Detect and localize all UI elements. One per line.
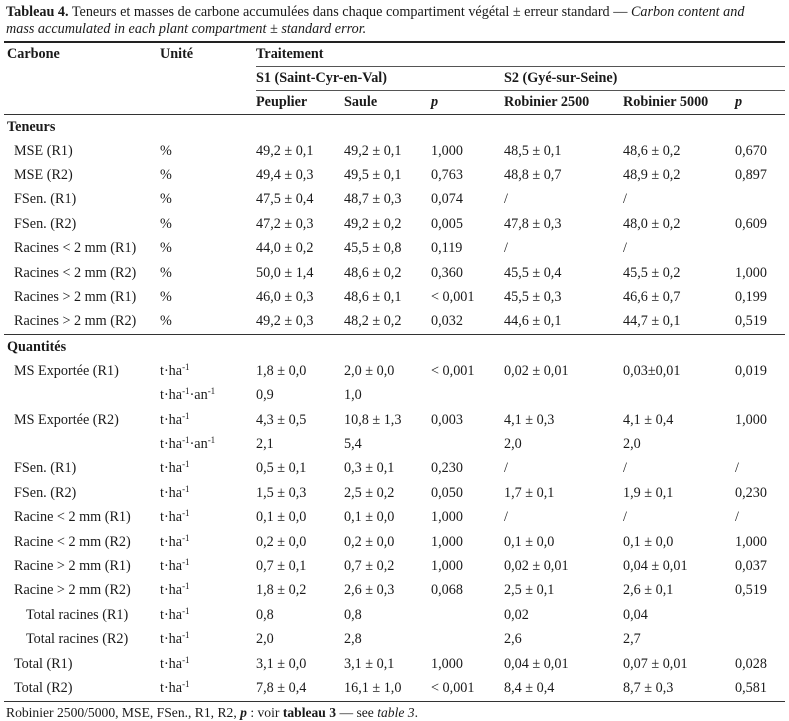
cell-robinier-5000: 2,7 xyxy=(623,631,641,648)
row-unit: $t\cdot ha^{-1}$ xyxy=(160,508,190,526)
cell-p-s1: 0,068 xyxy=(431,582,463,599)
cell-robinier-5000: / xyxy=(623,191,627,208)
cell-robinier-2500: 4,1 ± 0,3 xyxy=(504,411,555,428)
cell-peuplier: 0,5 ± 0,1 xyxy=(256,460,307,477)
cell-p-s1: 0,119 xyxy=(431,240,463,257)
table-row xyxy=(4,676,785,701)
cell-robinier-5000 xyxy=(623,384,735,408)
table-row xyxy=(4,139,785,163)
header-p-s1: p xyxy=(431,91,504,115)
cell-robinier-2500: 0,04 ± 0,01 xyxy=(504,655,569,672)
row-unit: $t\cdot ha^{-1}$ xyxy=(160,459,190,477)
table-row xyxy=(4,384,785,408)
cell-robinier-5000: / xyxy=(623,240,627,257)
cell-peuplier: 0,9 xyxy=(256,387,274,404)
row-label: Racines > 2 mm (R1) xyxy=(14,289,137,306)
cell-p-s2: 0,028 xyxy=(735,655,767,672)
table-row xyxy=(4,408,785,432)
table-row xyxy=(4,212,785,236)
row-label: Total (R1) xyxy=(14,655,73,672)
cell-robinier-2500: / xyxy=(504,509,508,526)
cell-p-s1: 1,000 xyxy=(431,655,463,672)
cell-robinier-2500: 0,1 ± 0,0 xyxy=(504,533,555,550)
section-teneurs-row xyxy=(4,115,785,140)
table-caption xyxy=(6,4,776,38)
cell-p-s2: / xyxy=(735,509,739,526)
cell-robinier-2500 xyxy=(504,384,623,408)
header-p-s2: p xyxy=(735,91,785,115)
cell-p-s2 xyxy=(735,188,785,212)
row-label: Racine < 2 mm (R2) xyxy=(14,533,131,550)
cell-peuplier: 47,5 ± 0,4 xyxy=(256,191,314,208)
cell-saule: 0,3 ± 0,1 xyxy=(344,460,395,477)
cell-peuplier: 0,2 ± 0,0 xyxy=(256,533,307,550)
table-row xyxy=(4,627,785,651)
cell-robinier-2500: 0,02 ± 0,01 xyxy=(504,557,569,574)
header-s1: S1 (Saint-Cyr-en-Val) xyxy=(256,67,504,91)
cell-robinier-5000: 0,04 ± 0,01 xyxy=(623,557,688,574)
cell-p-s1: 0,763 xyxy=(431,167,463,184)
row-label: Racines < 2 mm (R2) xyxy=(14,264,137,281)
table-row xyxy=(4,188,785,212)
table-row xyxy=(4,505,785,529)
row-unit: % xyxy=(160,240,172,257)
cell-robinier-5000: 45,5 ± 0,2 xyxy=(623,264,681,281)
cell-robinier-5000: 48,9 ± 0,2 xyxy=(623,167,681,184)
cell-robinier-5000: 4,1 ± 0,4 xyxy=(623,411,674,428)
cell-robinier-5000: 8,7 ± 0,3 xyxy=(623,676,735,701)
header-row-3 xyxy=(4,91,785,115)
caption-label: Tableau 4. xyxy=(6,4,69,20)
cell-saule: 49,2 ± 0,1 xyxy=(344,142,402,159)
row-unit: $t\cdot ha^{-1}$ xyxy=(160,532,190,550)
cell-p-s2: 1,000 xyxy=(735,411,767,428)
cell-saule: 0,2 ± 0,0 xyxy=(344,533,395,550)
cell-p-s2: 1,000 xyxy=(735,264,767,281)
header-row-2 xyxy=(4,67,785,91)
row-unit: $t\cdot ha^{-1}$ xyxy=(160,556,190,574)
row-label: MS Exportée (R1) xyxy=(14,362,119,379)
row-unit: $t\cdot ha^{-1}$ xyxy=(160,676,256,701)
row-unit: $t\cdot ha^{-1}\cdot an^{-1}$ xyxy=(160,434,216,452)
header-row-1 xyxy=(4,42,785,67)
row-label: FSen. (R2) xyxy=(14,484,77,501)
row-unit: $t\cdot ha^{-1}$ xyxy=(160,361,190,379)
row-label: FSen. (R1) xyxy=(14,460,77,477)
cell-peuplier: 50,0 ± 1,4 xyxy=(256,264,314,281)
header-robinier-2500: Robinier 2500 xyxy=(504,91,623,115)
cell-peuplier: 1,8 ± 0,2 xyxy=(256,582,307,599)
cell-p-s2: 0,519 xyxy=(735,310,785,335)
cell-saule: 0,8 xyxy=(344,606,362,623)
cell-robinier-2500: 8,4 ± 0,4 xyxy=(504,676,623,701)
cell-peuplier: 49,4 ± 0,3 xyxy=(256,167,314,184)
table-row xyxy=(4,359,785,383)
cell-peuplier: 0,8 xyxy=(256,606,274,623)
cell-p-s1: 1,000 xyxy=(431,509,463,526)
cell-p-s2: 0,897 xyxy=(735,167,767,184)
row-unit: % xyxy=(160,289,172,306)
row-label: Racines < 2 mm (R1) xyxy=(14,240,137,257)
cell-robinier-5000: 2,6 ± 0,1 xyxy=(623,582,674,599)
cell-p-s1: 1,000 xyxy=(431,142,463,159)
cell-p-s1 xyxy=(431,432,504,456)
table-row xyxy=(4,652,785,676)
cell-saule: 49,5 ± 0,1 xyxy=(344,167,402,184)
header-s2: S2 (Gyé-sur-Seine) xyxy=(504,67,785,91)
cell-p-s1: 0,360 xyxy=(431,264,463,281)
cell-peuplier: 2,1 xyxy=(256,435,274,452)
cell-saule: 48,6 ± 0,1 xyxy=(344,289,402,306)
cell-robinier-2500: 44,6 ± 0,1 xyxy=(504,310,623,335)
cell-robinier-2500: / xyxy=(504,240,508,257)
cell-peuplier: 2,0 xyxy=(256,631,274,648)
row-unit: % xyxy=(160,167,172,184)
table-row xyxy=(4,481,785,505)
cell-p-s1: 1,000 xyxy=(431,533,463,550)
header-robinier-5000: Robinier 5000 xyxy=(623,91,735,115)
table-row xyxy=(4,554,785,578)
cell-p-s2 xyxy=(735,603,785,627)
header-unite: Unité xyxy=(160,42,256,67)
cell-p-s2: 0,670 xyxy=(735,142,767,159)
cell-saule: 0,7 ± 0,2 xyxy=(344,557,395,574)
table-row xyxy=(4,285,785,309)
cell-robinier-5000: 46,6 ± 0,7 xyxy=(623,289,681,306)
cell-peuplier: 44,0 ± 0,2 xyxy=(256,240,314,257)
cell-p-s2: 0,199 xyxy=(735,289,767,306)
cell-saule: 3,1 ± 0,1 xyxy=(344,655,395,672)
cell-p-s2: 0,609 xyxy=(735,215,767,232)
cell-robinier-2500: 0,02 ± 0,01 xyxy=(504,362,569,379)
cell-saule: 2,8 xyxy=(344,631,362,648)
cell-robinier-5000: 1,9 ± 0,1 xyxy=(623,484,674,501)
table-row xyxy=(4,457,785,481)
table-row xyxy=(4,579,785,603)
cell-p-s1: < 0,001 xyxy=(431,289,475,306)
row-unit: $t\cdot ha^{-1}\cdot an^{-1}$ xyxy=(160,386,216,404)
row-label: Racine > 2 mm (R2) xyxy=(14,582,131,599)
row-label: FSen. (R1) xyxy=(14,191,77,208)
row-unit: $t\cdot ha^{-1}$ xyxy=(160,483,190,501)
table-row xyxy=(4,530,785,554)
cell-p-s1: 0,050 xyxy=(431,484,463,501)
header-traitement: Traitement xyxy=(256,42,785,67)
cell-robinier-2500: 45,5 ± 0,3 xyxy=(504,289,562,306)
cell-p-s2: 1,000 xyxy=(735,533,767,550)
cell-robinier-2500: 45,5 ± 0,4 xyxy=(504,264,562,281)
cell-saule: 49,2 ± 0,2 xyxy=(344,215,402,232)
row-unit: $t\cdot ha^{-1}$ xyxy=(160,581,190,599)
row-label: Total racines (R2) xyxy=(26,631,129,648)
cell-robinier-2500: / xyxy=(504,191,508,208)
cell-robinier-2500: 1,7 ± 0,1 xyxy=(504,484,555,501)
cell-robinier-2500: 2,0 xyxy=(504,435,522,452)
cell-robinier-2500: 0,02 xyxy=(504,606,529,623)
cell-robinier-2500: 47,8 ± 0,3 xyxy=(504,215,562,232)
row-label: FSen. (R2) xyxy=(14,215,77,232)
cell-peuplier: 0,7 ± 0,1 xyxy=(256,557,307,574)
cell-robinier-2500: 48,8 ± 0,7 xyxy=(504,167,562,184)
section-teneurs: Teneurs xyxy=(7,118,56,135)
cell-robinier-5000: 0,1 ± 0,0 xyxy=(623,533,674,550)
table-row xyxy=(4,310,785,335)
cell-robinier-5000: / xyxy=(623,460,627,477)
cell-p-s2: 0,019 xyxy=(735,362,767,379)
cell-peuplier: 7,8 ± 0,4 xyxy=(256,676,344,701)
cell-robinier-2500: 2,5 ± 0,1 xyxy=(504,582,555,599)
cell-saule: 0,1 ± 0,0 xyxy=(344,509,395,526)
cell-saule: 2,5 ± 0,2 xyxy=(344,484,395,501)
table-row xyxy=(4,163,785,187)
cell-saule: 48,2 ± 0,2 xyxy=(344,310,431,335)
header-saule: Saule xyxy=(344,91,431,115)
row-unit: % xyxy=(160,310,256,335)
row-unit: % xyxy=(160,191,172,208)
row-label: Total racines (R1) xyxy=(26,606,129,623)
cell-robinier-5000: 44,7 ± 0,1 xyxy=(623,310,735,335)
cell-peuplier: 0,1 ± 0,0 xyxy=(256,509,307,526)
cell-saule: 48,7 ± 0,3 xyxy=(344,191,402,208)
table-row xyxy=(4,261,785,285)
cell-saule: 5,4 xyxy=(344,435,362,452)
cell-p-s2 xyxy=(735,384,785,408)
cell-p-s1: 0,003 xyxy=(431,411,463,428)
cell-saule: 48,6 ± 0,2 xyxy=(344,264,402,281)
row-unit: $t\cdot ha^{-1}$ xyxy=(160,630,190,648)
cell-p-s1: 1,000 xyxy=(431,557,463,574)
cell-robinier-2500: 48,5 ± 0,1 xyxy=(504,142,562,159)
table-row xyxy=(4,603,785,627)
cell-peuplier: 49,2 ± 0,3 xyxy=(256,310,344,335)
cell-robinier-5000: 0,04 xyxy=(623,606,648,623)
row-unit: $t\cdot ha^{-1}$ xyxy=(160,605,190,623)
cell-p-s2: 0,519 xyxy=(735,582,767,599)
cell-p-s1: 0,074 xyxy=(431,191,463,208)
cell-peuplier: 1,5 ± 0,3 xyxy=(256,484,307,501)
row-label: Racines > 2 mm (R2) xyxy=(4,310,160,335)
cell-p-s1: < 0,001 xyxy=(431,676,504,701)
row-label: MS Exportée (R2) xyxy=(14,411,119,428)
cell-p-s1 xyxy=(431,384,504,408)
cell-saule: 10,8 ± 1,3 xyxy=(344,411,402,428)
row-unit: $t\cdot ha^{-1}$ xyxy=(160,410,190,428)
cell-robinier-5000: 48,6 ± 0,2 xyxy=(623,142,681,159)
row-label: Total (R2) xyxy=(4,676,160,701)
cell-robinier-5000: 48,0 ± 0,2 xyxy=(623,215,681,232)
cell-p-s1: 0,032 xyxy=(431,310,504,335)
row-label xyxy=(4,384,160,408)
cell-p-s1 xyxy=(431,627,504,651)
cell-p-s1: < 0,001 xyxy=(431,362,475,379)
cell-robinier-5000: 0,03±0,01 xyxy=(623,362,681,379)
row-label: MSE (R2) xyxy=(14,167,73,184)
cell-robinier-5000: 0,07 ± 0,01 xyxy=(623,655,688,672)
row-unit: $t\cdot ha^{-1}$ xyxy=(160,654,190,672)
cell-robinier-2500: / xyxy=(504,460,508,477)
cell-p-s2 xyxy=(735,432,785,456)
header-peuplier: Peuplier xyxy=(256,91,344,115)
table-row xyxy=(4,432,785,456)
cell-peuplier: 4,3 ± 0,5 xyxy=(256,411,307,428)
cell-p-s2: 0,581 xyxy=(735,676,785,701)
caption-title-fr: Teneurs et masses de carbone accumulées dans chaque compartiment végétal ± erreur standard — xyxy=(68,4,631,20)
cell-saule: 16,1 ± 1,0 xyxy=(344,676,431,701)
cell-p-s1 xyxy=(431,603,504,627)
cell-peuplier: 1,8 ± 0,0 xyxy=(256,362,307,379)
row-label: MSE (R1) xyxy=(14,142,73,159)
cell-peuplier: 47,2 ± 0,3 xyxy=(256,215,314,232)
cell-p-s1: 0,230 xyxy=(431,460,463,477)
cell-p-s1: 0,005 xyxy=(431,215,463,232)
table-row xyxy=(4,237,785,261)
cell-p-s2: / xyxy=(735,460,739,477)
cell-robinier-5000: 2,0 xyxy=(623,435,641,452)
cell-peuplier: 46,0 ± 0,3 xyxy=(256,289,314,306)
cell-p-s2 xyxy=(735,627,785,651)
row-label xyxy=(4,432,160,456)
cell-p-s2: 0,037 xyxy=(735,557,767,574)
cell-robinier-2500: 2,6 xyxy=(504,631,522,648)
cell-p-s2 xyxy=(735,237,785,261)
row-unit: % xyxy=(160,215,172,232)
row-unit: % xyxy=(160,142,172,159)
cell-p-s2: 0,230 xyxy=(735,484,767,501)
cell-robinier-5000: / xyxy=(623,509,627,526)
cell-peuplier: 49,2 ± 0,1 xyxy=(256,142,314,159)
row-unit: % xyxy=(160,264,172,281)
cell-saule: 1,0 xyxy=(344,387,362,404)
header-carbone: Carbone xyxy=(4,42,160,67)
table-footnote: Robinier 2500/5000, MSE, FSen., R1, R2, p : voir tableau 3 — see table 3. xyxy=(6,704,419,720)
carbon-table xyxy=(4,41,785,702)
row-label: Racine < 2 mm (R1) xyxy=(14,509,131,526)
caption-title-en: Carbon content and mass accumulated in each plant compartment ± standard error. xyxy=(6,4,745,37)
cell-saule: 2,0 ± 0,0 xyxy=(344,362,395,379)
cell-saule: 45,5 ± 0,8 xyxy=(344,240,402,257)
row-label: Racine > 2 mm (R1) xyxy=(14,557,131,574)
section-quantites-row xyxy=(4,335,785,360)
cell-peuplier: 3,1 ± 0,0 xyxy=(256,655,307,672)
section-quantites: Quantités xyxy=(7,338,67,355)
cell-saule: 2,6 ± 0,3 xyxy=(344,582,395,599)
